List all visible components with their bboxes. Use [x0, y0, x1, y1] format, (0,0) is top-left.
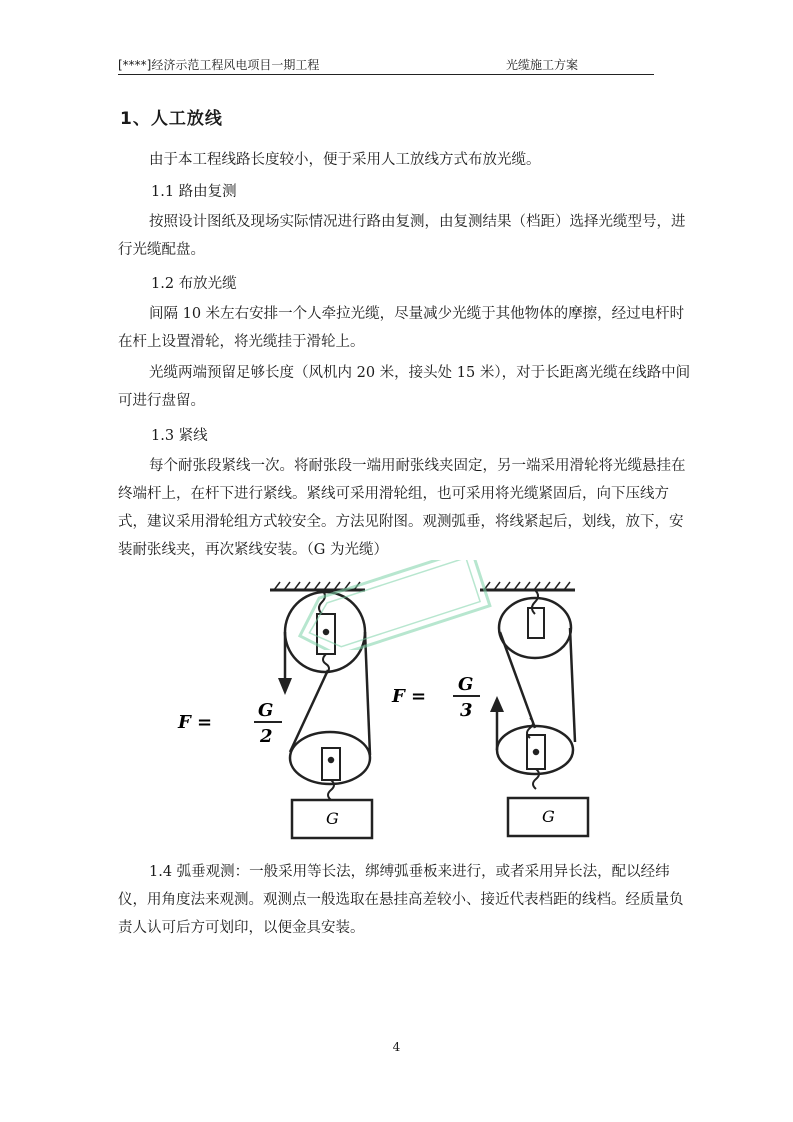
section-heading: 1、人工放线: [120, 109, 223, 129]
subsection-1-1-text: 按照设计图纸及现场实际情况进行路由复测，由复测结果（档距）选择光缆型号，进行光缆配盘。: [118, 214, 686, 258]
subsection-1-3-text: 每个耐张段紧线一次。将耐张段一端用耐张线夹固定，另一端采用滑轮将光缆悬挂在终端杆上，在杆下进行紧线。紧线可采用滑轮组，也可采用将光缆紧固后，向下压线方式，建议采用滑轮组方式较安全。方法见附图。观测弧垂，将线紧起后，划线，放下，安装耐张线夹，再次紧线安装。（G 为光缆）: [118, 458, 686, 558]
left-pulley-assembly: [270, 582, 372, 838]
right-force-label: F =: [392, 686, 427, 707]
pulley-diagram: [170, 570, 620, 845]
page-header: [118, 54, 654, 75]
right-pulley-assembly: [480, 582, 588, 836]
intro-paragraph: 由于本工程线路长度较小，便于采用人工放线方式布放光缆。: [149, 152, 541, 168]
left-force-denominator: 2: [260, 726, 273, 747]
subsection-1-4-text: 1.4 弧垂观测：一般采用等长法，绑缚弧垂板来进行，或者采用异长法，配以经纬仪，用角度法来观测。观测点一般选取在悬挂高差较小、接近代表档距的线档。经质量负责人认可后方可划印，以便金具安装。: [118, 864, 684, 936]
subsection-1-3-title: 1.3 紧线: [151, 428, 208, 444]
header-doc-title: 光缆施工方案: [506, 58, 579, 72]
pulley-figure: [170, 570, 620, 845]
right-weight-label: G: [542, 807, 555, 826]
left-force-label: F =: [178, 712, 213, 733]
subsection-1-2-text-1: 间隔 10 米左右安排一个人牵拉光缆，尽量减少光缆于其他物体的摩擦，经过电杆时在杆上设置滑轮，将光缆挂于滑轮上。: [118, 306, 685, 350]
right-force-numerator: G: [458, 674, 474, 695]
right-force-denominator: 3: [460, 700, 473, 721]
subsection-1-2-text-2: 光缆两端预留足够长度（风机内 20 米，接头处 15 米），对于长距离光缆在线路中间可进行盘留。: [118, 365, 691, 409]
left-weight-label: G: [326, 809, 339, 828]
subsection-1-1-title: 1.1 路由复测: [151, 184, 237, 200]
header-project-title: [****]经济示范工程风电项目一期工程: [118, 58, 320, 72]
page-number: 4: [392, 1040, 401, 1054]
left-force-numerator: G: [258, 700, 274, 721]
subsection-1-2-title: 1.2 布放光缆: [151, 276, 237, 292]
